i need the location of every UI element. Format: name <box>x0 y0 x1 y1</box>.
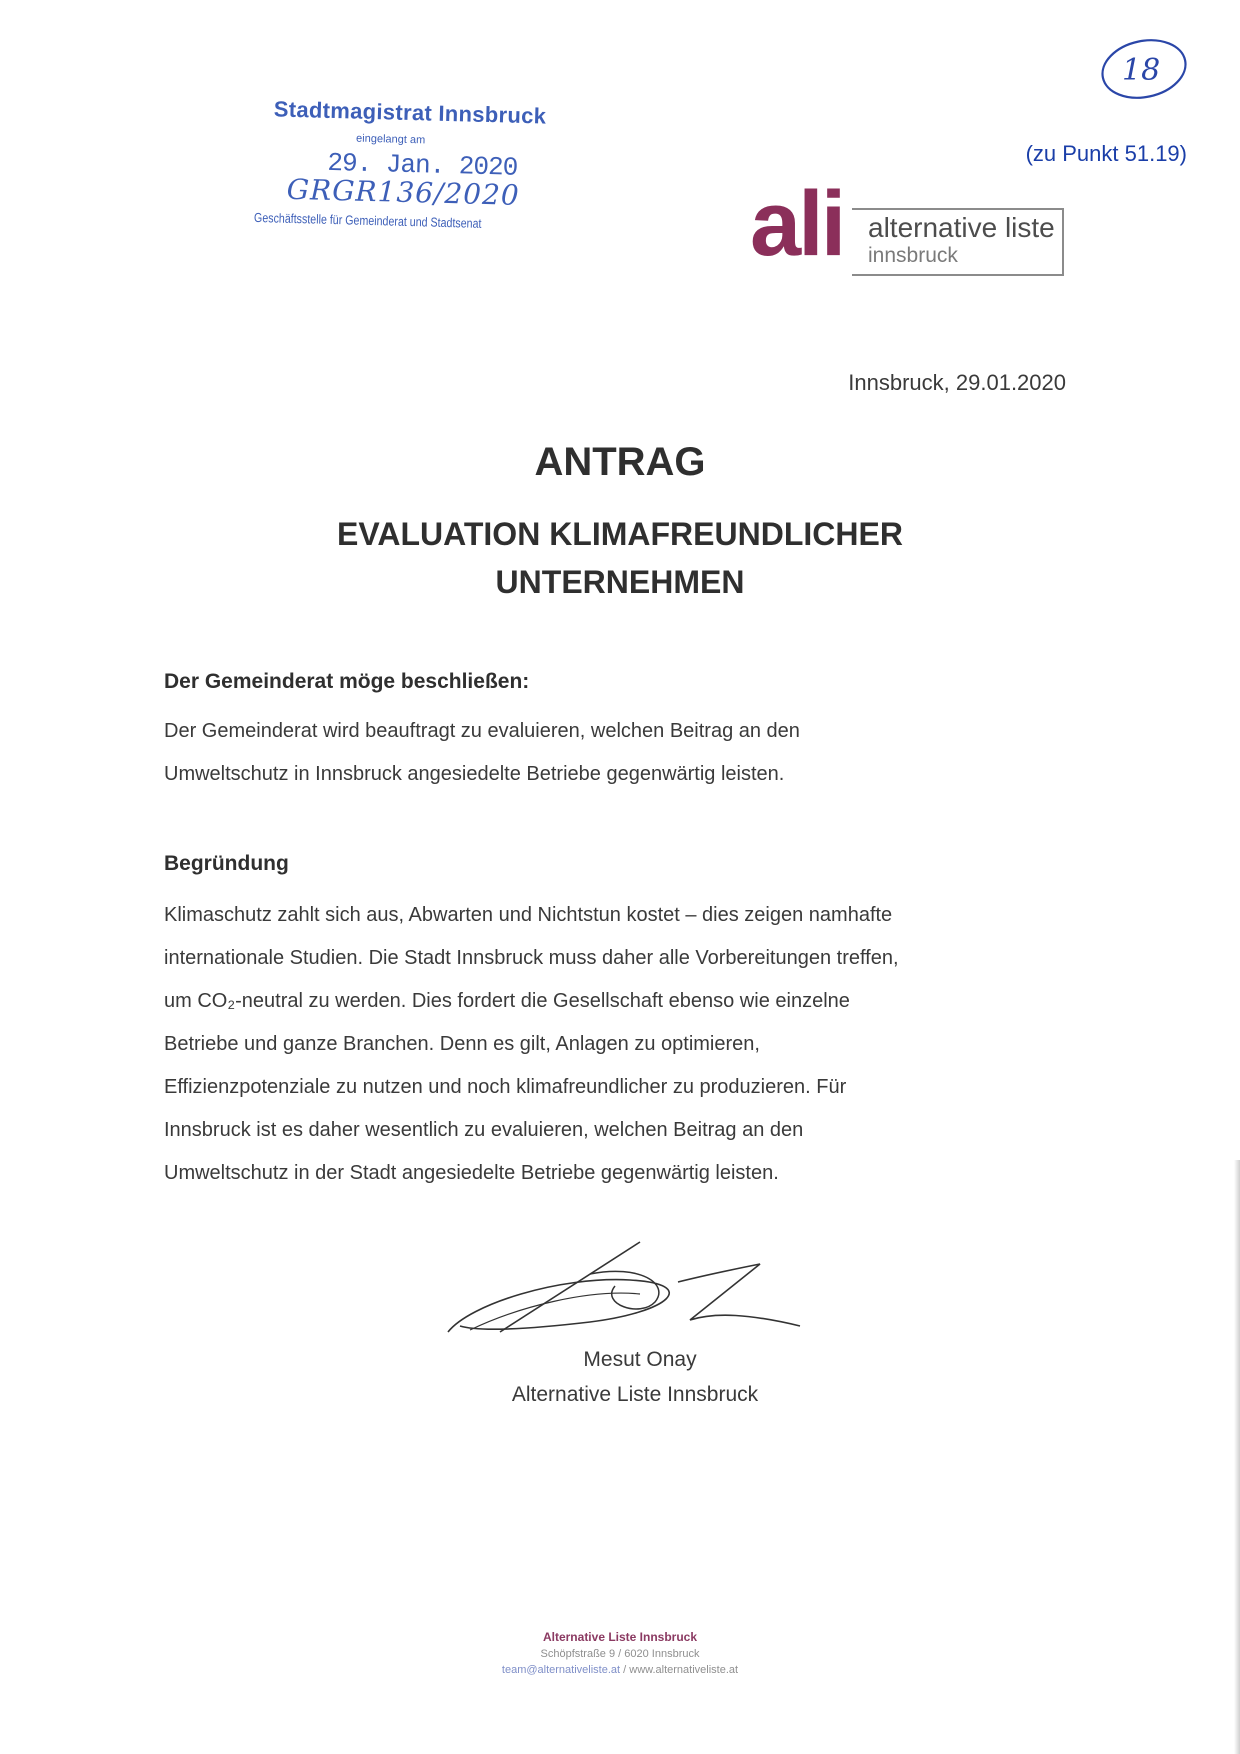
justification-line: internationale Studien. Die Stadt Innsbruck muss daher alle Vorbereitungen treffen, <box>164 947 899 969</box>
document-subtitle <box>0 510 1240 606</box>
footer-email-link[interactable]: team@alternativeliste.at <box>501 1664 621 1676</box>
subtitle-line2: UNTERNEHMEN <box>495 564 745 600</box>
circle-mark-text: 18 <box>1122 53 1161 88</box>
resolution-body <box>164 710 1064 796</box>
logo-line1: alternative liste <box>868 212 1055 243</box>
resolution-line: Der Gemeinderat wird beauftragt zu evaluieren, welchen Beitrag an den <box>164 720 800 742</box>
logo-line2: innsbruck <box>868 244 958 267</box>
justification-line: Innsbruck ist es daher wesentlich zu evaluieren, welchen Beitrag an den <box>164 1119 804 1141</box>
agenda-reference: (zu Punkt 51.19) <box>1025 141 1187 166</box>
justification-heading: Begründung <box>164 852 289 875</box>
justification-line: Umweltschutz in der Stadt angesiedelte Betriebe gegenwärtig leisten. <box>164 1162 779 1184</box>
handwritten-signature <box>440 1234 840 1344</box>
stamp-date: 29. Jan. 2020 <box>327 147 518 183</box>
letterhead-footer <box>0 1630 1240 1676</box>
resolution-line: Umweltschutz in Innsbruck angesiedelte Betriebe gegenwärtig leisten. <box>164 763 785 785</box>
stamp-title: Stadtmagistrat Innsbruck <box>273 96 547 129</box>
signatory-name: Mesut Onay <box>583 1348 697 1371</box>
footer-website-link[interactable]: www.alternativeliste.at <box>629 1664 739 1676</box>
footer-address: Schöpfstraße 9 / 6020 Innsbruck <box>540 1648 700 1660</box>
justification-line: Klimaschutz zahlt sich aus, Abwarten und Nichtstun kostet – dies zeigen namhafte <box>164 904 893 926</box>
justification-line: um CO₂-neutral zu werden. Dies fordert die Gesellschaft ebenso wie einzelne <box>164 990 850 1012</box>
place-date: Innsbruck, 29.01.2020 <box>848 370 1066 395</box>
subtitle-line1: EVALUATION KLIMAFREUNDLICHER <box>337 516 903 552</box>
justification-body <box>164 894 1094 1195</box>
ali-logo <box>750 173 1070 284</box>
footer-contact <box>0 1664 1240 1676</box>
logo-mark: ali <box>750 173 844 275</box>
stamp-subtitle: eingelangt am <box>355 132 426 147</box>
stamp-footer: Geschäftsstelle für Gemeinderat und Stadtsenat <box>253 209 482 231</box>
stamp-number: GRGR136/2020 <box>286 172 521 212</box>
document-title: ANTRAG <box>534 440 706 484</box>
resolution-heading: Der Gemeinderat möge beschließen: <box>164 670 530 693</box>
justification-line: Effizienzpotenziale zu nutzen und noch klimafreundlicher zu produzieren. Für <box>164 1076 847 1098</box>
signatory-organization: Alternative Liste Innsbruck <box>511 1383 759 1406</box>
footer-separator: / <box>620 1664 630 1676</box>
received-stamp <box>253 88 568 276</box>
handwritten-circle-mark <box>1098 36 1190 102</box>
footer-organization: Alternative Liste Innsbruck <box>542 1630 698 1644</box>
justification-line: Betriebe und ganze Branchen. Denn es gilt, Anlagen zu optimieren, <box>164 1033 760 1055</box>
